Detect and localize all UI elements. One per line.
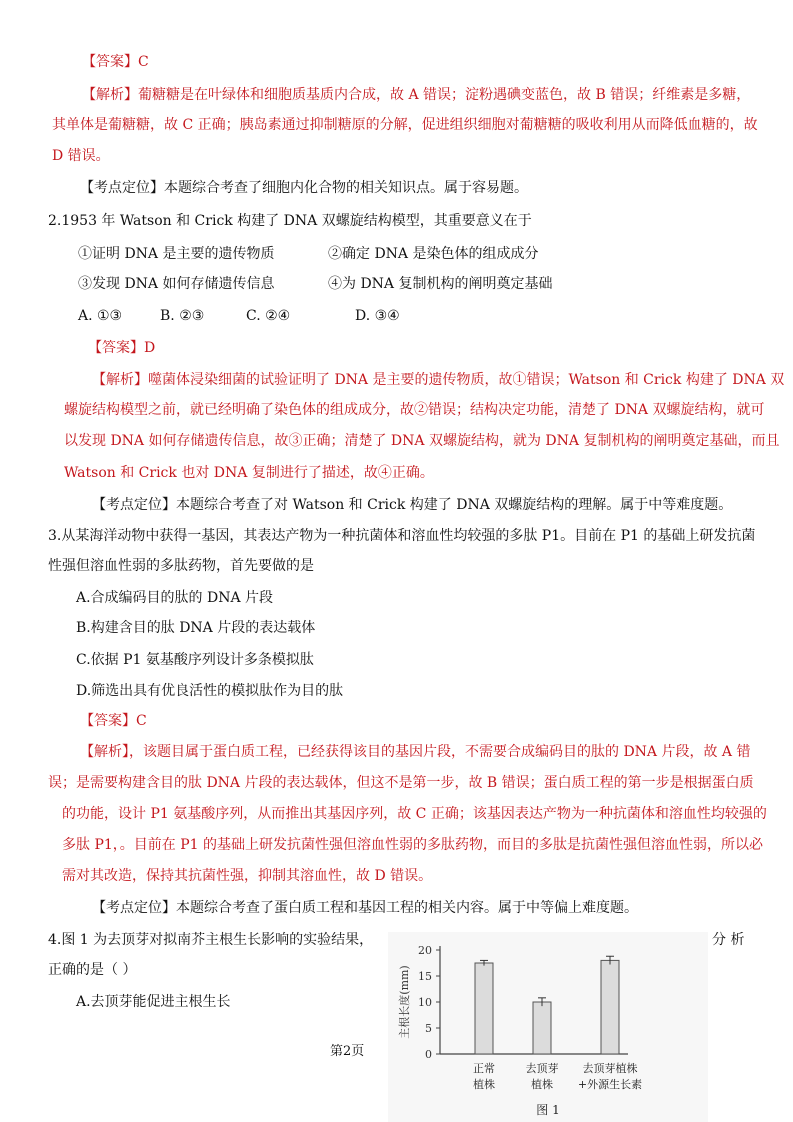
q3-choice-d: D.筛选出具有优良活性的模拟肽作为目的肽 [76, 683, 344, 699]
q1-answer: 【答案】C [82, 54, 149, 70]
q1-analysis-line-2: 其单体是葡糖糖，故 C 正确；胰岛素通过抑制糖原的分解，促进组织细胞对葡糖糖的吸收利用从而降低血糖的，故 [52, 117, 758, 133]
category-label: 植株 [531, 1078, 553, 1091]
q4-stem-left: 4.图 1 为去顶芽对拟南芥主根生长影响的实验结果， [48, 932, 374, 948]
figure-caption: 图 1 [536, 1103, 560, 1117]
q2-analysis-line-3: 以发现 DNA 如何存储遗传信息，故③正确；清楚了 DNA 双螺旋结构，就为 DNA 复制机构的阐明奠定基础，而且 [64, 433, 780, 449]
y-axis-label: 主根长度(mm) [398, 965, 411, 1039]
q4-choice-a: A.去顶芽能促进主根生长 [76, 994, 231, 1010]
q1-analysis-line-1: 【解析】葡糖糖是在叶绿体和细胞质基质内合成，故 A 错误；淀粉遇碘变蓝色，故 B 错误；纤维素是多糖， [82, 87, 751, 103]
y-tick-label: 0 [425, 1048, 432, 1061]
q2-point: 【考点定位】本题综合考查了对 Watson 和 Crick 构建了 DNA 双螺旋结构的理解。属于中等难度题。 [92, 497, 733, 513]
bar [533, 1002, 551, 1054]
q4-stem-right: 分 析 [712, 932, 745, 948]
q3-point: 【考点定位】本题综合考查了蛋白质工程和基因工程的相关内容。属于中等偏上难度题。 [92, 900, 638, 916]
bar [601, 960, 619, 1054]
category-label: 植株 [473, 1078, 495, 1091]
q3-analysis-line-5: 需对其改造，保持其抗菌性强，抑制其溶血性，故 D 错误。 [62, 868, 433, 884]
q2-choice-a: A. ①③ [78, 308, 123, 324]
q1-point: 【考点定位】本题综合考查了细胞内化合物的相关知识点。属于容易题。 [80, 180, 528, 196]
q2-option-4: ④为 DNA 复制机构的阐明奠定基础 [328, 276, 553, 292]
category-label: 去顶芽植株 [582, 1062, 638, 1075]
q2-analysis-line-4: Watson 和 Crick 也对 DNA 复制进行了描述，故④正确。 [64, 465, 434, 481]
q3-analysis-line-1: 【解析】，该题目属于蛋白质工程，已经获得该目的基因片段，不需要合成编码目的肽的 DNA 片段，故 A 错 [80, 744, 751, 760]
y-tick-label: 10 [418, 996, 432, 1009]
category-label: 去顶芽 [525, 1062, 559, 1075]
q2-choice-b: B. ②③ [160, 308, 205, 324]
q1-analysis-line-3: D 错误。 [52, 148, 110, 164]
bar-chart-svg [388, 932, 708, 1122]
y-tick-label: 15 [418, 970, 432, 983]
q3-analysis-line-4: 多肽 P1，。目前在 P1 的基础上研发抗菌性强但溶血性弱的多肽药物，而目的多肽是抗菌性强但溶血性弱，所以必 [62, 837, 764, 853]
q2-stem: 2.1953 年 Watson 和 Crick 构建了 DNA 双螺旋结构模型，其重要意义在于 [48, 213, 532, 229]
y-tick-label: 20 [418, 944, 432, 957]
q3-stem-line-2: 性强但溶血性弱的多肽药物，首先要做的是 [48, 558, 314, 574]
figure-1-chart [388, 932, 708, 1122]
q2-option-2: ②确定 DNA 是染色体的组成成分 [328, 246, 539, 262]
q3-analysis-line-3: 的功能，设计 P1 氨基酸序列，从而推出其基因序列，故 C 正确；该基因表达产物为一种抗菌体和溶血性均较强的 [62, 806, 767, 822]
q2-analysis-line-1: 【解析】噬菌体浸染细菌的试验证明了 DNA 是主要的遗传物质，故①错误；Watson 和 Crick 构建了 DNA 双 [92, 372, 785, 388]
q3-stem-line-1: 3.从某海洋动物中获得一基因，其表达产物为一种抗菌体和溶血性均较强的多肽 P1。目前在 P1 的基础上研发抗菌 [48, 528, 756, 544]
q3-choice-c: C.依据 P1 氨基酸序列设计多条模拟肽 [76, 652, 314, 668]
q2-choice-c: C. ②④ [246, 308, 291, 324]
y-tick-label: 5 [425, 1022, 432, 1035]
q3-answer: 【答案】C [80, 713, 147, 729]
q3-choice-b: B.构建含目的肽 DNA 片段的表达载体 [76, 620, 316, 636]
bar [475, 963, 493, 1054]
page-number: 第2页 [330, 1044, 365, 1059]
category-label: 正常 [473, 1062, 495, 1075]
q2-analysis-line-2: 螺旋结构模型之前，就已经明确了染色体的组成成分，故②错误；结构决定功能，清楚了 DNA 双螺旋结构，就可 [64, 402, 765, 418]
q3-analysis-line-2: 误；是需要构建含目的肽 DNA 片段的表达载体，但这不是第一步，故 B 错误；蛋白质工程的第一步是根据蛋白质 [48, 775, 754, 791]
q4-stem-line-2: 正确的是（ ） [48, 962, 137, 978]
q2-option-3: ③发现 DNA 如何存储遗传信息 [78, 276, 275, 292]
q2-choice-d: D. ③④ [355, 308, 400, 324]
category-label: +外源生长素 [577, 1078, 643, 1091]
q2-option-1: ①证明 DNA 是主要的遗传物质 [78, 246, 275, 262]
q3-choice-a: A.合成编码目的肽的 DNA 片段 [76, 590, 274, 606]
q2-answer: 【答案】D [88, 340, 156, 356]
